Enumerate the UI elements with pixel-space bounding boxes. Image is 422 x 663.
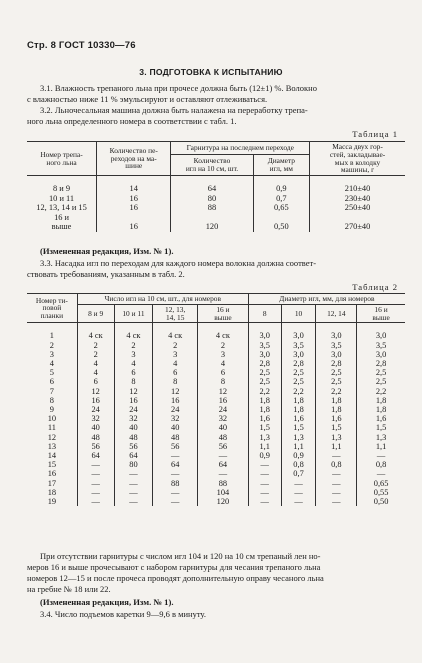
table-cell: 1,6 [281,414,316,423]
table-cell: 15 [27,460,77,469]
table-cell: 5 [27,368,77,377]
table-row [27,497,405,506]
table-cell: — [248,479,281,488]
table-cell: — [153,469,198,478]
table-cell: 16 и [27,213,97,223]
table-2 [27,293,405,506]
table-cell: 1,1 [248,442,281,451]
t2-sub-header: 8 [248,304,281,323]
table-cell: 80 [114,460,153,469]
table-cell: 3,5 [281,341,316,350]
table-cell: — [77,460,114,469]
table-cell: 4 [77,359,114,368]
table-cell: — [77,469,114,478]
table-cell: 3,0 [316,350,357,359]
table-row [27,350,405,359]
t1-header-number: Номер трепа- ного льна [27,142,97,176]
t2-header-diameter-group: Диаметр игл, мм, для номеров [248,294,405,305]
table-cell: 48 [198,433,249,442]
table-cell: 24 [198,405,249,414]
table-cell: 64 [171,176,253,194]
para-3-3-line1: 3.3. Насадка игл по переходам для каждого номера волокна должна соответ- [40,258,317,268]
table-cell: — [281,488,316,497]
t2-header-count-group: Число игл на 10 см, шт., для номеров [77,294,248,305]
table-cell: 2,2 [316,387,357,396]
table-cell: 4 [27,359,77,368]
table-cell: 1,3 [316,433,357,442]
table-cell: 3 [27,350,77,359]
table-cell: 12 [114,387,153,396]
table-cell: — [114,488,153,497]
table-cell [253,213,310,223]
table-cell: 1,6 [248,414,281,423]
table-cell [97,213,171,223]
t2-header-plank: Номер ти- повой планки [27,294,77,323]
t1-header-mass: Масса двух гор- стей, закладывае- мых в колодку машины, г [310,142,405,176]
table-cell: 88 [171,203,253,213]
table-cell: — [153,488,198,497]
table-cell: 48 [153,433,198,442]
t2-sub-header: 16 и выше [357,304,405,323]
table-cell: 1,5 [357,423,405,432]
table-cell: 1 [27,323,77,341]
table-cell: 230±40 [310,194,405,204]
para-3-1-line1: 3.1. Влажность трепаного льна при прочесе должна быть (12±1) %. Волокно [40,83,317,93]
table-cell: 2,5 [248,377,281,386]
table-cell: — [248,497,281,506]
table-cell: 2,8 [357,359,405,368]
table-cell: 4 ск [198,323,249,341]
table-cell: 2,5 [281,368,316,377]
table-row [27,222,405,232]
table-cell: 270±40 [310,222,405,232]
table-cell: 3,0 [281,350,316,359]
table-cell: 16 [97,203,171,213]
table-row [27,368,405,377]
table-cell: 0,8 [316,460,357,469]
para-3-2-line2: ного льна определенного номера в соответствии с табл. 1. [27,116,237,126]
table-cell: 1,8 [357,396,405,405]
t1-header-diameter: Диаметр игл, мм [253,154,310,176]
table-cell: 16 [97,222,171,232]
table-cell: 8 [153,377,198,386]
table-cell: 3,5 [357,341,405,350]
table-cell: 56 [114,442,153,451]
table-cell: 16 [114,396,153,405]
table-cell: 12 [153,387,198,396]
table-cell: 3,0 [357,350,405,359]
table-cell: 4 ск [114,323,153,341]
table-cell: 1,1 [281,442,316,451]
table-cell: 8 и 9 [27,176,97,194]
table-cell: 1,3 [248,433,281,442]
table-cell: 3,0 [248,323,281,341]
table-cell: 7 [27,387,77,396]
table-row [27,423,405,432]
para-3-2-line1: 3.2. Льночесальная машина должна быть налажена на переработку трепа- [40,105,308,115]
table-cell: 0,8 [357,460,405,469]
table-cell: 3 [198,350,249,359]
table-cell: 16 [198,396,249,405]
table-cell: 3 [114,350,153,359]
table-cell: 3,5 [248,341,281,350]
edit-note-1: (Измененная редакция, Изм. № 1). [40,246,174,256]
table-cell: 2 [198,341,249,350]
table-cell: 0,65 [357,479,405,488]
table-cell: — [248,460,281,469]
table-row [27,414,405,423]
table-cell: 16 [77,396,114,405]
table-cell: 32 [114,414,153,423]
t2-sub-header: 12, 14 [316,304,357,323]
table-cell: 8 [114,377,153,386]
table-cell: 56 [153,442,198,451]
table-row [27,469,405,478]
table-cell: 17 [27,479,77,488]
table-cell: 13 [27,442,77,451]
table-cell: 1,8 [248,405,281,414]
table-row [27,479,405,488]
table-cell: 4 ск [77,323,114,341]
t2-sub-header: 8 и 9 [77,304,114,323]
table-cell: 8 [198,377,249,386]
note-line4: на гребне № 18 или 22. [27,584,111,594]
table-cell: — [77,488,114,497]
table-cell: — [153,451,198,460]
table-cell: — [316,497,357,506]
table-row [27,387,405,396]
table-cell: 1,6 [316,414,357,423]
table-cell: 3 [153,350,198,359]
table-cell: 64 [153,460,198,469]
table-cell: 4 ск [153,323,198,341]
table-cell: 2,8 [316,359,357,368]
table-cell: 12 [27,433,77,442]
table-cell: 0,55 [357,488,405,497]
table-cell: — [114,469,153,478]
table-cell: 12 [77,387,114,396]
table-row [27,359,405,368]
table-cell: 1,8 [248,396,281,405]
table-cell: выше [27,222,97,232]
table-cell: 2,8 [281,359,316,368]
table-row [27,203,405,213]
t1-header-needles: Количество игл на 10 см, шт. [171,154,253,176]
table-cell: 0,65 [253,203,310,213]
table-cell: 4 [153,359,198,368]
table-cell: 16 [153,396,198,405]
table-cell: 3,0 [357,323,405,341]
table-cell: — [316,479,357,488]
table-cell: 2,5 [316,368,357,377]
table-cell: 12, 13, 14 и 15 [27,203,97,213]
table-cell: 120 [198,497,249,506]
table-cell: 2,5 [357,377,405,386]
table2-caption: Таблица 2 [352,282,398,292]
table-cell: — [316,469,357,478]
table-row [27,176,405,194]
table-cell: 0,50 [357,497,405,506]
table-cell: 48 [114,433,153,442]
table-cell: 9 [27,405,77,414]
table-cell: 6 [153,368,198,377]
table-cell: 8 [27,396,77,405]
table-cell: 64 [114,451,153,460]
table-row [27,433,405,442]
table-cell: 0,7 [281,469,316,478]
table-cell: 6 [114,368,153,377]
note-line1: При отсутствии гарнитуры с числом игл 104 и 120 на 10 см трепаный лен но- [40,551,321,561]
table-cell: 3,0 [248,350,281,359]
table-cell: 1,1 [357,442,405,451]
table-cell: 0,9 [248,451,281,460]
table-cell [171,213,253,223]
t1-header-garnitura: Гарнитура на последнем переходе [171,142,310,155]
table-cell: 88 [153,479,198,488]
table-row [27,323,405,341]
t2-sub-header: 10 [281,304,316,323]
table-cell: 40 [153,423,198,432]
table-cell: 4 [114,359,153,368]
table-cell: — [77,479,114,488]
table-cell: 2 [77,341,114,350]
t2-sub-header: 16 и выше [198,304,249,323]
table-row [27,460,405,469]
t2-sub-header: 12, 13, 14, 15 [153,304,198,323]
table-row [27,377,405,386]
table-cell [310,213,405,223]
table-cell: 3,0 [316,323,357,341]
para-3-1-line2: с влажностью ниже 11 % эмульсируют и оставляют отлеживаться. [27,94,268,104]
table-cell: 2,5 [357,368,405,377]
table-cell: 14 [27,451,77,460]
edit-note-2: (Измененная редакция, Изм. № 1). [40,597,174,607]
table-row [27,213,405,223]
table-cell: — [114,479,153,488]
table-row [27,442,405,451]
table-cell: 250±40 [310,203,405,213]
table-row [27,396,405,405]
table-cell: 40 [114,423,153,432]
table-cell: — [153,497,198,506]
table-cell: 2 [114,341,153,350]
table-cell: — [281,497,316,506]
table-cell: 6 [27,377,77,386]
table-cell: — [198,469,249,478]
table-cell: 24 [77,405,114,414]
table-cell: 24 [153,405,198,414]
table-cell: 4 [198,359,249,368]
section-title: 3. ПОДГОТОВКА К ИСПЫТАНИЮ [139,67,283,77]
table-cell: 1,1 [316,442,357,451]
table-cell: — [198,451,249,460]
table-cell: — [357,469,405,478]
table-cell: 2,8 [248,359,281,368]
table-cell: 11 [27,423,77,432]
table-cell: 1,8 [316,396,357,405]
table-cell: 1,5 [281,423,316,432]
table-cell: 2,2 [281,387,316,396]
table-cell: 56 [198,442,249,451]
table-cell: 12 [198,387,249,396]
table-cell: 64 [77,451,114,460]
table-cell: — [357,451,405,460]
table-row [27,341,405,350]
table-cell: 120 [171,222,253,232]
table-cell: 18 [27,488,77,497]
table-cell: 2 [27,341,77,350]
table-cell: 24 [114,405,153,414]
table-cell: 3,5 [316,341,357,350]
table-cell: 1,8 [281,396,316,405]
table-cell: 0,7 [253,194,310,204]
table-row [27,405,405,414]
table-cell: — [281,479,316,488]
table-cell: 56 [77,442,114,451]
table-cell: 32 [198,414,249,423]
table-cell: 32 [153,414,198,423]
table-cell: 1,8 [357,405,405,414]
table-cell: 2,5 [248,368,281,377]
table-cell: — [248,469,281,478]
table-cell: 6 [198,368,249,377]
table-cell: 6 [77,377,114,386]
table-cell: 88 [198,479,249,488]
table-cell: 0,9 [281,451,316,460]
table-cell: 10 [27,414,77,423]
para-3-4: 3.4. Число подъемов каретки 9—9,6 в минуту. [40,609,206,619]
table-1 [27,141,405,232]
table-row [27,451,405,460]
table-row [27,194,405,204]
table-cell: 2 [153,341,198,350]
table-cell: 40 [77,423,114,432]
table-cell: 2 [77,350,114,359]
table-cell: 48 [77,433,114,442]
table-cell: — [316,451,357,460]
table-cell: 210±40 [310,176,405,194]
table-cell: 1,5 [248,423,281,432]
table-cell: 1,3 [281,433,316,442]
table-cell: 0,8 [281,460,316,469]
table-cell: — [316,488,357,497]
table-row [27,488,405,497]
table-cell: 16 [97,194,171,204]
table-cell: 40 [198,423,249,432]
page-header: Стр. 8 ГОСТ 10330—76 [27,40,136,51]
table-cell: 1,8 [316,405,357,414]
note-line2: меров 16 и выше прочесывают с набором гарнитуры для чесания трепаного льна [27,562,321,572]
table-cell: 0,50 [253,222,310,232]
table-cell: 104 [198,488,249,497]
table-cell: 14 [97,176,171,194]
t2-sub-header: 10 и 11 [114,304,153,323]
table-cell: — [77,497,114,506]
table-cell: 1,5 [316,423,357,432]
table-cell: 16 [27,469,77,478]
table-cell: 10 и 11 [27,194,97,204]
table-cell: 19 [27,497,77,506]
table-cell: 1,6 [357,414,405,423]
table-cell: 2,2 [357,387,405,396]
table-cell: — [114,497,153,506]
table-cell: 2,2 [248,387,281,396]
table-cell: — [248,488,281,497]
table-cell: 4 [77,368,114,377]
table-cell: 32 [77,414,114,423]
table-cell: 2,5 [281,377,316,386]
table-cell: 0,9 [253,176,310,194]
table-cell: 3,0 [281,323,316,341]
t1-header-count: Количество пе- реходов на ма- шине [97,142,171,176]
table-cell: 1,8 [281,405,316,414]
table-cell: 64 [198,460,249,469]
note-line3: номеров 12—15 и после прочеса проводят дополнительную оправу чесаного льна [27,573,324,583]
table-cell: 2,5 [316,377,357,386]
table1-caption: Таблица 1 [352,129,398,139]
para-3-3-line2: ствовать требованиям, указанным в табл. 2. [27,269,185,279]
table-cell: 80 [171,194,253,204]
table-cell: 1,3 [357,433,405,442]
